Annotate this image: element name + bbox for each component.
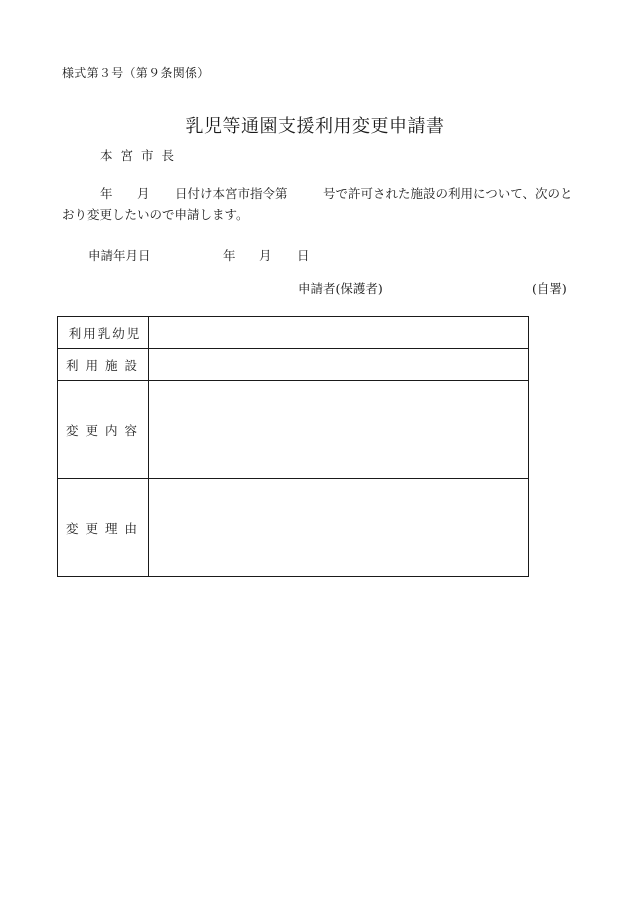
change-reason-field[interactable]: [149, 479, 529, 577]
table-row: [58, 349, 529, 381]
body-permit-text: 号で許可された施設の利用について、次のと: [323, 186, 573, 201]
application-date-label: 申請年月日: [88, 248, 151, 263]
row-label-child: 利用乳幼児: [58, 317, 149, 349]
table-row: [58, 381, 529, 479]
application-month-unit: 月: [259, 248, 272, 263]
body-year-unit: 年: [100, 186, 113, 201]
child-field[interactable]: [149, 317, 529, 349]
row-label-facility: 利用施設: [58, 349, 149, 381]
application-form-table: [57, 316, 529, 577]
body-line-2: おり変更したいので申請します。: [62, 207, 249, 222]
document-title: 乳児等通園支援利用変更申請書: [185, 116, 445, 137]
application-year-unit: 年: [223, 248, 236, 263]
addressee: 本宮市長: [100, 148, 183, 163]
application-day-unit: 日: [297, 248, 310, 263]
change-content-field[interactable]: [149, 381, 529, 479]
table-row: [58, 479, 529, 577]
row-label-change-reason: 変更理由: [58, 479, 149, 577]
body-date-text: 日付け本宮市指令第: [175, 186, 288, 201]
signature-note: (自署): [532, 281, 567, 296]
applicant-label: 申請者(保護者): [298, 281, 383, 296]
facility-field[interactable]: [149, 349, 529, 381]
form-number: 様式第３号（第９条関係）: [62, 66, 210, 80]
row-label-change-content: 変更内容: [58, 381, 149, 479]
table-row: [58, 317, 529, 349]
body-month-unit: 月: [137, 186, 150, 201]
